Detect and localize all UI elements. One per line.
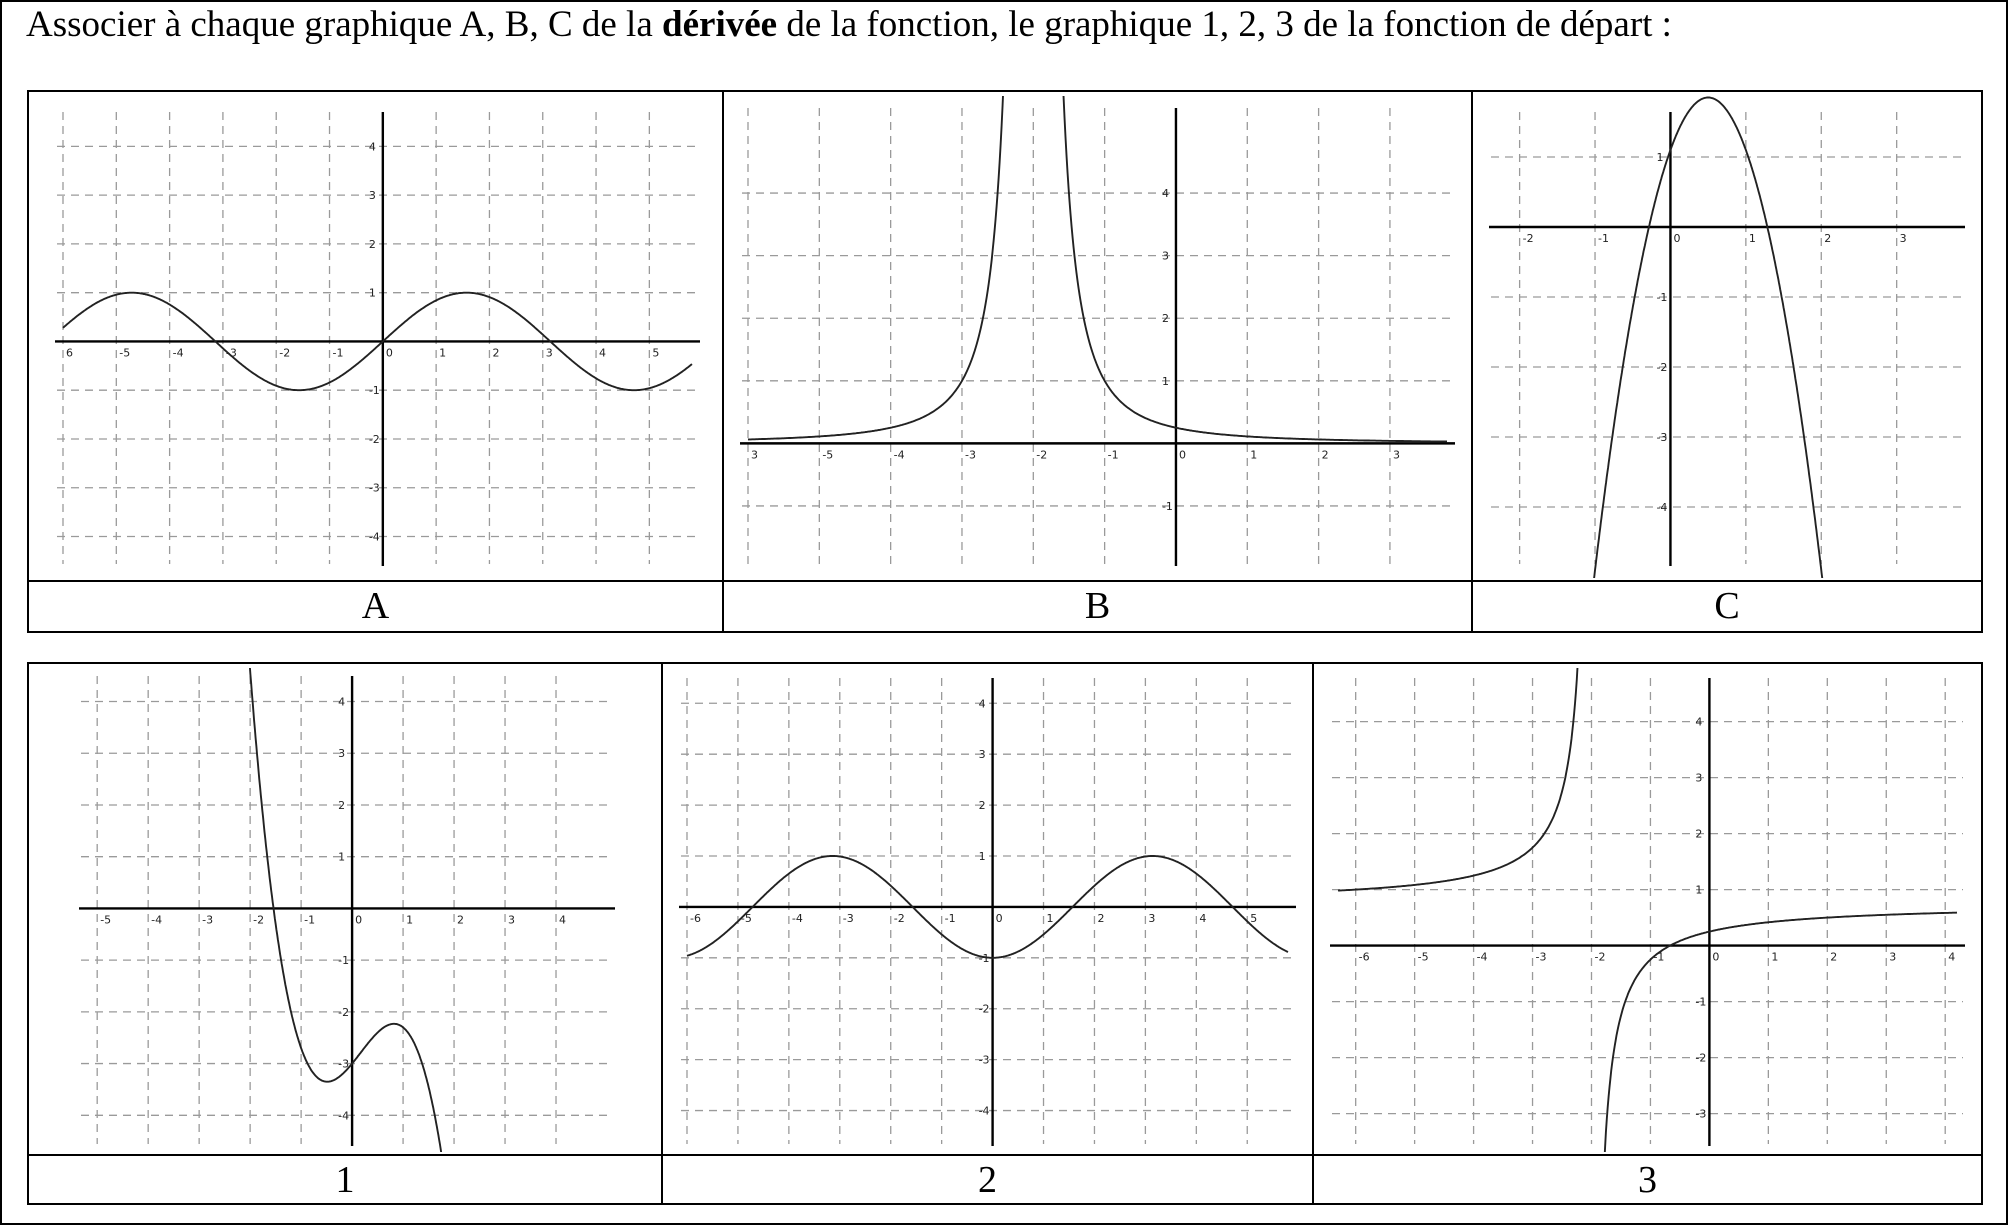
x-tick-label: 0 <box>1673 232 1681 245</box>
graph-A-svg <box>33 96 720 578</box>
y-tick-label: 2 <box>1161 312 1169 326</box>
y-tick-label: 1 <box>1656 151 1664 164</box>
label-2: 2 <box>978 1159 997 1201</box>
x-tick-label: -3 <box>964 448 976 462</box>
x-tick-label: -4 <box>151 913 163 927</box>
y-tick-label: -3 <box>978 1053 990 1067</box>
x-tick-label: 2 <box>492 346 500 360</box>
x-tick-label: 0 <box>1178 448 1186 462</box>
y-tick-label: 3 <box>1695 771 1703 785</box>
column-divider <box>722 92 724 631</box>
x-tick-label: -2 <box>893 911 905 925</box>
x-tick-label: -4 <box>893 448 905 462</box>
y-tick-label: -3 <box>338 1057 350 1071</box>
graph-3 <box>1316 668 1979 1152</box>
y-tick-label: -3 <box>1656 431 1668 444</box>
x-tick-label: 0 <box>995 911 1003 925</box>
x-tick-label: 1 <box>406 913 414 927</box>
curve-C <box>1497 98 1957 579</box>
graph-2-svg <box>665 668 1310 1152</box>
x-tick-label: -5 <box>740 911 752 925</box>
x-tick-label: 1 <box>1748 232 1756 245</box>
y-tick-label: -1 <box>1656 291 1668 304</box>
graph-1-svg <box>33 668 659 1152</box>
y-tick-label: -2 <box>368 432 380 446</box>
x-tick-label: -1 <box>332 346 344 360</box>
y-tick-label: 3 <box>1161 249 1169 263</box>
x-tick-label: -2 <box>253 913 265 927</box>
x-tick-label: -4 <box>791 911 803 925</box>
graph-B <box>726 96 1469 578</box>
label-1: 1 <box>335 1159 355 1201</box>
y-tick-label: 3 <box>978 748 986 762</box>
x-tick-label: 2 <box>1321 448 1329 462</box>
x-tick-label: 2 <box>457 913 465 927</box>
y-tick-label: -3 <box>1695 1107 1707 1121</box>
y-tick-label: -4 <box>338 1109 350 1123</box>
instruction-after: de la fonction, le graphique 1, 2, 3 de la fonction de départ : <box>777 4 1672 45</box>
x-tick-label: -3 <box>1535 950 1547 964</box>
graph-2 <box>665 668 1310 1152</box>
y-tick-label: 1 <box>1695 883 1703 897</box>
derivative-graphs-table <box>27 90 1983 633</box>
x-tick-label: -3 <box>225 346 237 360</box>
x-tick-label: 3 <box>751 448 758 462</box>
y-tick-label: -4 <box>368 530 380 544</box>
x-tick-label: 6 <box>66 346 73 360</box>
x-tick-label: 0 <box>355 913 363 927</box>
x-tick-label: 4 <box>599 346 607 360</box>
y-tick-label: 4 <box>368 140 376 154</box>
x-tick-label: -5 <box>1417 950 1429 964</box>
x-tick-label: -2 <box>279 346 291 360</box>
y-tick-label: -1 <box>368 384 380 398</box>
y-tick-label: 4 <box>1161 187 1169 201</box>
x-tick-label: 3 <box>1899 232 1907 245</box>
x-tick-label: -2 <box>1522 232 1534 245</box>
graph-A <box>33 96 720 578</box>
y-tick-label: 4 <box>1695 715 1703 729</box>
label-B: B <box>1084 585 1111 627</box>
y-tick-label: -4 <box>1656 501 1668 514</box>
x-tick-label: 2 <box>1097 911 1105 925</box>
column-divider <box>1312 664 1314 1203</box>
x-tick-label: -5 <box>119 346 131 360</box>
x-tick-label: 5 <box>652 346 660 360</box>
y-tick-label: 4 <box>978 697 986 711</box>
instruction-bold-word: dérivée <box>662 4 778 45</box>
y-tick-label: -2 <box>978 1002 990 1016</box>
x-tick-label: -6 <box>690 911 701 925</box>
x-tick-label: -5 <box>822 448 834 462</box>
instruction-text <box>26 2 1672 48</box>
x-tick-label: -6 <box>1358 950 1370 964</box>
x-tick-label: 1 <box>1771 950 1779 964</box>
graph-C <box>1475 96 1979 578</box>
y-tick-label: 3 <box>338 747 346 761</box>
x-tick-label: 0 <box>1712 950 1720 964</box>
x-tick-label: 3 <box>508 913 516 927</box>
x-tick-label: -2 <box>1594 950 1606 964</box>
y-tick-label: -1 <box>1161 499 1173 513</box>
x-tick-label: 3 <box>1889 950 1897 964</box>
x-tick-label: -2 <box>1036 448 1048 462</box>
graph-C-svg <box>1475 96 1979 578</box>
graph-1 <box>33 668 659 1152</box>
y-tick-label: 2 <box>338 798 346 812</box>
y-tick-label: -4 <box>978 1104 990 1118</box>
function-graphs-table <box>27 662 1983 1205</box>
y-tick-label: 2 <box>368 237 376 251</box>
x-tick-label: -5 <box>100 913 112 927</box>
y-tick-label: -2 <box>1695 1051 1707 1065</box>
x-tick-label: 4 <box>1199 911 1207 925</box>
label-C: C <box>1714 585 1740 627</box>
y-tick-label: 1 <box>368 286 376 300</box>
x-tick-label: -3 <box>842 911 854 925</box>
x-tick-label: -1 <box>304 913 316 927</box>
x-tick-label: 1 <box>1046 911 1054 925</box>
y-tick-label: -1 <box>338 954 350 968</box>
y-tick-label: 1 <box>978 850 986 863</box>
x-tick-label: 1 <box>439 346 447 360</box>
y-tick-label: -1 <box>1695 995 1707 1009</box>
graph-3-svg <box>1316 668 1979 1152</box>
curve-3 <box>1338 668 1590 891</box>
y-tick-label: 1 <box>338 850 346 864</box>
x-tick-label: 4 <box>559 913 567 927</box>
y-tick-label: -2 <box>1656 361 1668 374</box>
column-divider <box>661 664 663 1203</box>
y-tick-label: 2 <box>978 799 986 813</box>
x-tick-label: -3 <box>202 913 214 927</box>
x-tick-label: -1 <box>1107 448 1119 462</box>
x-tick-label: -4 <box>1476 950 1488 964</box>
y-tick-label: 4 <box>338 695 346 709</box>
x-tick-label: 0 <box>385 346 393 360</box>
y-tick-label: -3 <box>368 481 380 495</box>
x-tick-label: 3 <box>545 346 553 360</box>
x-tick-label: 2 <box>1824 232 1832 245</box>
x-tick-label: 2 <box>1830 950 1838 964</box>
x-tick-label: 3 <box>1392 448 1400 462</box>
instruction-before: Associer à chaque graphique A, B, C de la <box>26 4 663 45</box>
x-tick-label: -1 <box>944 911 956 925</box>
x-tick-label: -1 <box>1653 950 1665 964</box>
x-tick-label: -1 <box>1598 232 1610 245</box>
y-tick-label: -1 <box>978 951 990 965</box>
y-tick-label: 3 <box>368 189 376 203</box>
y-tick-label: -2 <box>338 1005 350 1019</box>
y-tick-label: 1 <box>1161 374 1169 388</box>
label-3: 3 <box>1638 1159 1657 1201</box>
x-tick-label: 1 <box>1250 448 1258 462</box>
y-tick-label: 2 <box>1695 827 1703 841</box>
x-tick-label: 5 <box>1250 911 1258 925</box>
column-divider <box>1471 92 1473 631</box>
label-A: A <box>361 585 390 627</box>
x-tick-label: -4 <box>172 346 184 360</box>
curve-3 <box>1593 913 1957 1152</box>
x-tick-label: 3 <box>1148 911 1156 925</box>
graph-B-svg <box>726 96 1469 578</box>
curve-1 <box>158 668 558 1152</box>
curve-B <box>748 96 1024 440</box>
x-tick-label: 4 <box>1948 950 1956 964</box>
